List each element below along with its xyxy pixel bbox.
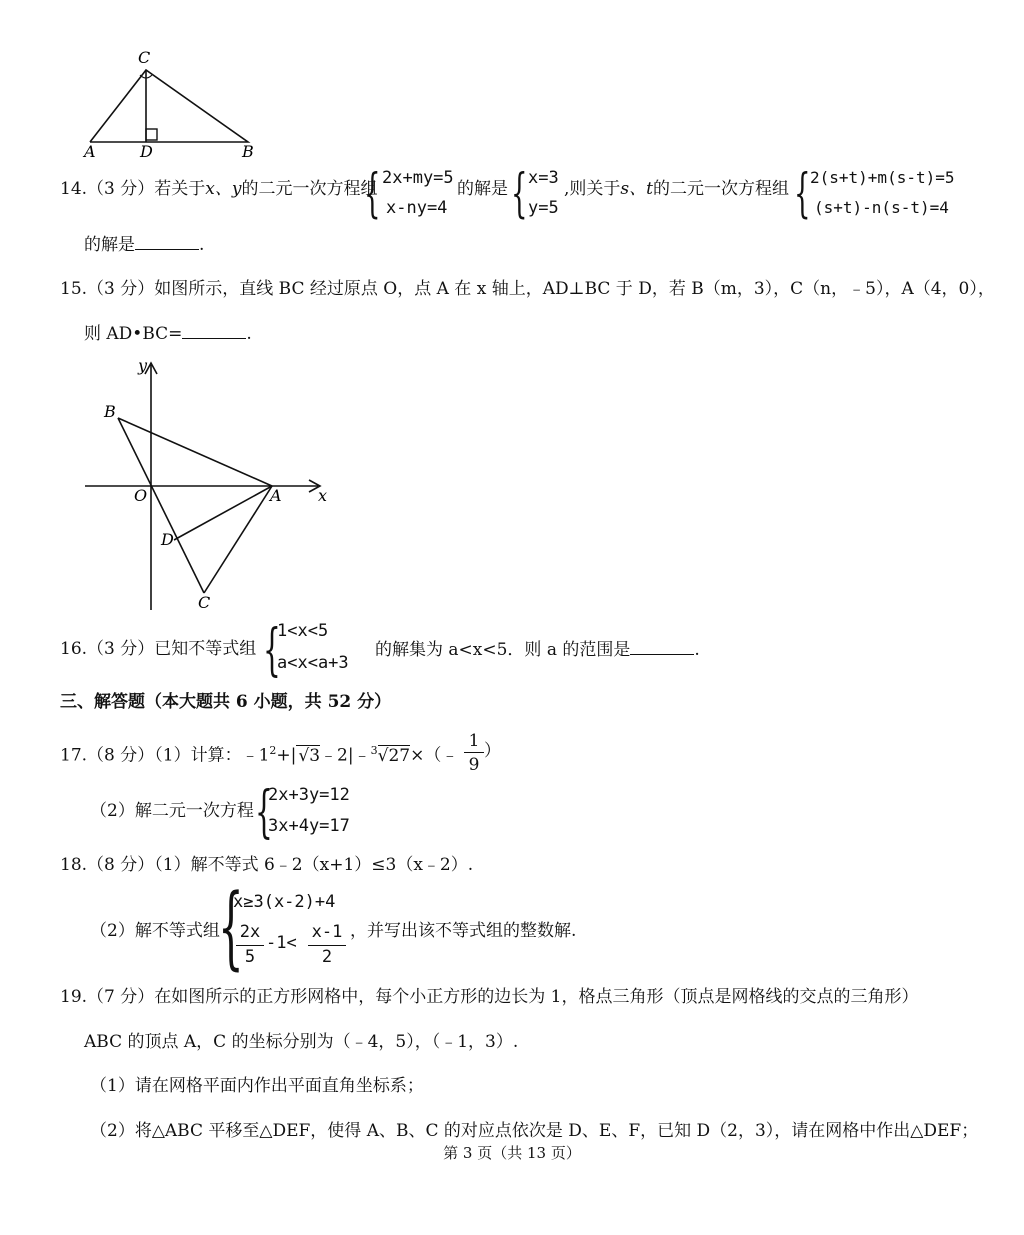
q17-sqrt-value: 3: [309, 745, 321, 766]
q14-brace-3: {: [794, 164, 811, 224]
segment-ac: [204, 486, 272, 593]
label-c: C: [198, 593, 211, 612]
q14-vars2: s、t: [620, 179, 653, 199]
q17-line1: [60, 740, 458, 767]
q14-brace-1: {: [364, 164, 381, 224]
q17-exponent: 2: [269, 744, 277, 757]
q14-vars: x、y: [205, 179, 242, 199]
segment-ad: [174, 486, 272, 540]
q18-post: ，并写出该不等式组的整数解.: [350, 921, 577, 941]
q19-line2: ABC 的顶点 A，C 的坐标分别为（﹣4，5），（﹣1，3）.: [84, 1032, 519, 1052]
q14-sol-text: 的解是: [457, 179, 508, 199]
q18-mid: -1<: [266, 933, 297, 953]
q17-frac-num: 1: [468, 731, 480, 751]
q14-tail: 的解是: [84, 235, 135, 255]
section-heading: 三、解答题（本大题共 6 小题，共 52 分）: [60, 692, 392, 712]
q17-frac-bar: [464, 752, 484, 753]
q19-line3: （1）请在网格平面内作出平面直角坐标系；: [90, 1076, 424, 1096]
q18-frac1-den: 5: [244, 947, 256, 967]
q14-end: .: [199, 235, 205, 255]
q17-times: ×（﹣: [410, 745, 459, 766]
q17-part2: （2）解二元一次方程: [90, 801, 254, 821]
q16-post-line: [375, 638, 700, 661]
q16-post: 的解集为 a<x<5．则 a 的范围是: [375, 640, 631, 660]
q18-frac2-num: x-1: [311, 922, 343, 942]
q15-expr: 则 AD•BC=: [84, 324, 183, 344]
q15-line2: [84, 322, 252, 345]
q14-mid: 的二元一次方程组: [241, 179, 378, 199]
q16-end: .: [694, 640, 700, 660]
q18-part2: （2）解不等式组: [90, 921, 220, 941]
q14-eq1: 2x+my=5: [382, 168, 454, 188]
q14-answer-blank: [135, 233, 199, 250]
q18-brace: {: [218, 875, 244, 980]
segment-ba: [118, 418, 272, 486]
q16-ineq2: a<x<a+3: [277, 653, 349, 673]
q17-eq2: 3x+4y=17: [268, 816, 350, 836]
q17-frac-den: 9: [468, 755, 480, 775]
label-c: C: [138, 48, 151, 67]
triangle-abc: [90, 70, 248, 142]
q18-frac1-num: 2x: [239, 922, 261, 942]
q14-line2: [84, 233, 204, 256]
page-footer: 第 3 页（共 13 页）: [443, 1144, 581, 1162]
q15-line1: 15.（3 分）如图所示，直线 BC 经过原点 O，点 A 在 x 轴上，AD⊥BC 于 D，若 B（m，3），C（n，﹣5），A（4，0），: [60, 279, 995, 299]
q19-line4: （2）将△ABC 平移至△DEF，使得 A、B、C 的对应点依次是 D、E、F，已知 D（2，3），请在网格中作出△DEF；: [90, 1121, 979, 1141]
q14-line1: [60, 178, 377, 200]
label-a: A: [84, 142, 96, 160]
q15-end: .: [246, 324, 252, 344]
triangle-figure: [80, 45, 270, 160]
q14-sol2: y=5: [528, 198, 559, 218]
q14-number: 14.（3 分）若关于: [60, 179, 206, 199]
label-d: D: [161, 530, 174, 549]
q15-answer-blank: [182, 322, 246, 339]
q18-frac2-bar: [308, 945, 346, 946]
label-b: B: [104, 402, 116, 421]
q14-eq4: (s+t)-n(s-t)=4: [814, 198, 949, 217]
q14-eq3: 2(s+t)+m(s-t)=5: [810, 168, 955, 187]
q16-ineq1: 1<x<5: [277, 621, 329, 641]
q16-answer-blank: [630, 638, 694, 655]
q17-brace: {: [255, 780, 273, 845]
q14-eq2: x-ny=4: [386, 198, 448, 218]
q14-sol1: x=3: [528, 168, 559, 188]
right-angle-mark-d: [146, 129, 157, 140]
label-o: O: [134, 486, 148, 505]
q17-eq1: 2x+3y=12: [268, 785, 350, 805]
q14-then-text: ,则关于: [564, 179, 621, 199]
label-a: A: [270, 486, 282, 505]
q17-abs-close: ﹣2|﹣: [320, 745, 371, 766]
label-y: y: [138, 356, 148, 375]
label-d: D: [140, 142, 153, 160]
q17-pre: 17.（8 分）（1）计算：﹣1: [60, 745, 270, 766]
coordinate-figure: [80, 355, 340, 615]
label-x: x: [318, 486, 328, 505]
q17-close: ）: [484, 741, 501, 761]
q17-sqrt: √3: [298, 745, 321, 766]
q17-cbrt: √27: [377, 745, 411, 766]
q17-abs-open: +|: [276, 745, 297, 766]
q16-pre: 16.（3 分）已知不等式组: [60, 639, 257, 659]
q14-brace-2: {: [511, 164, 528, 224]
line-bc: [118, 418, 204, 593]
label-b: B: [242, 142, 254, 160]
q14-then: [564, 178, 789, 200]
q14-mid2: 的二元一次方程组: [652, 179, 789, 199]
q18-frac1-bar: [236, 945, 264, 946]
q18-ineq1: x≥3(x-2)+4: [233, 892, 336, 912]
q17-cbrt-index: 3: [370, 744, 378, 757]
q17-cbrt-value: 27: [388, 745, 411, 766]
q16-brace: {: [263, 618, 281, 683]
q19-line1: 19.（7 分）在如图所示的正方形网格中，每个小正方形的边长为 1，格点三角形（顶点是网格线的交点的三角形）: [60, 987, 919, 1007]
q18-frac2-den: 2: [321, 947, 333, 967]
q18-line1: 18.（8 分）（1）解不等式 6﹣2（x+1）≤3（x﹣2）.: [60, 855, 474, 875]
